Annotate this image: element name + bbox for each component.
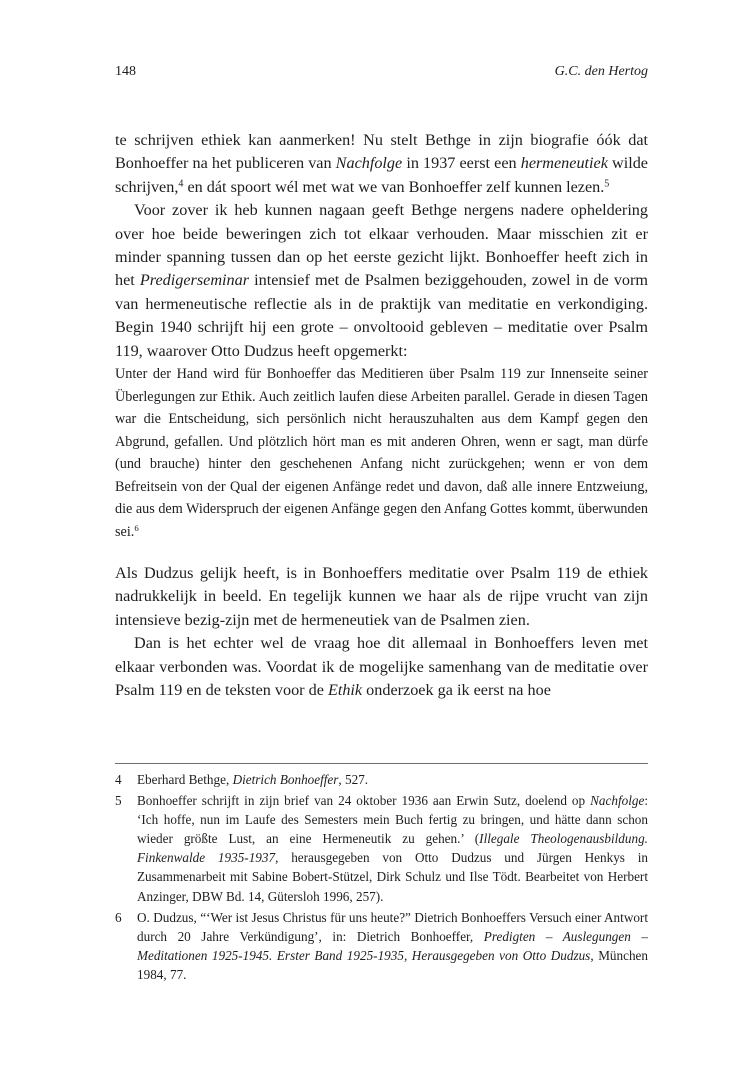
footnote-text: O. Dudzus, “‘Wer ist Jesus Christus für uns heute?” Dietrich Bonhoeffers Versuch einer Antwort durch 20 Jahre Verkündigung’, in: Dietrich Bonhoeffer, Predigten – Auslegungen – Meditationen 1925-1945. Erster Band 1925-1935, Herausgegeben von Otto Dudzus, München 1984, 77. <box>137 909 648 982</box>
footnote-ref-5: 5 <box>604 178 610 190</box>
footnote-separator <box>115 763 648 764</box>
footnotes <box>115 770 648 984</box>
block-quote: Unter der Hand wird für Bonhoeffer das Meditieren über Psalm 119 zur Innenseite seiner Überlegungen zur Ethik. Auch zeitlich laufen diese Arbeiten parallel. Gerade in diesen Tagen war die Entscheidung, sich persönlich nicht herauszuhalten aus dem Kampf gegen den Abgrund, gefallen. Und plötzlich hört man es mit anderen Ohren, wenn er sagt, man dürfe (und brauche) hinter den geschehenen Anfang nicht zurückgehen; wenn er von dem Befreitsein von der Qual der eigenen Anfänge redet und davon, daß alle innere Entzweiung, die aus dem Widerspruch der eigenen Anfänge gegen den Anfang Gottes kommt, überwunden sei.$^6$ <box>115 366 649 540</box>
paragraph-4: Dan is het echter wel de vraag hoe dit allemaal in Bonhoeffers leven met elkaar verbonden was. Voordat ik de mogelijke samenhang van de meditatie over Psalm 119 en de teksten voor de Ethik onderzoek ga ik eerst na hoe <box>115 634 648 700</box>
footnote-text: Bonhoeffer schrijft in zijn brief van 24 oktober 1936 aan Erwin Sutz, doelend op Nachfolge: ‘Ich hoffe, nun im Laufe des Semesters mein Buch fertig zu bringen, und hätte dann schon wieder größte Lust, an eine Hermeneutik zu gehen.’ (Illegale Theologenausbildung. Finkenwalde 1935-1937, herausgegeben von Otto Dudzus und Jürgen Henkys in Zusammenarbeit mit Sabine Bobert-Stützel, Dirk Schulz und Ilse Tödt. Bearbeitet von Herbert Anzinger, DBW Bd. 14, Gütersloh 1996, 257). <box>137 793 648 904</box>
footnote-number: 4 <box>115 772 122 787</box>
footnote-number: 6 <box>115 909 122 925</box>
footnote-text: Eberhard Bethge, Dietrich Bonhoeffer, 527. <box>137 772 369 787</box>
paragraph-1: te schrijven ethiek kan aanmerken! Nu stelt Bethge in zijn biografie óók dat Bonhoeffer na het publiceren van Nachfolge in 1937 eerst een hermeneutiek wilde schrijven,$^4$ en dát spoort wél met wat we van Bonhoeffer zelf kunnen lezen.$^5$ <box>115 131 648 196</box>
footnote-4 <box>115 770 648 789</box>
paragraph-2: Voor zover ik heb kunnen nagaan geeft Bethge nergens nadere opheldering over hoe beide beweringen zich tot elkaar verhouden. Maar misschien zit er minder spanning tussen dan op het eerste gezicht lijkt. Bonhoeffer heeft zich in het Predigerseminar intensief met de Psalmen beziggehouden, zowel in de vorm van hermeneutische reflectie als in de praktijk van meditatie en verkondiging. Begin 1940 schrijft hij een grote – onvoltooid gebleven – meditatie over Psalm 119, waarover Otto Dudzus heeft opgemerkt: <box>115 201 648 360</box>
footnote-5 <box>115 791 648 906</box>
page-number: 148 <box>115 64 136 79</box>
footnote-6 <box>115 908 648 984</box>
footnote-number: 5 <box>115 793 122 809</box>
paragraph-3: Als Dudzus gelijk heeft, is in Bonhoeffers meditatie over Psalm 119 de ethiek nadrukkelijk in beeld. En tegelijk kunnen we haar als de rijpe vrucht van zijn intensieve bezig-zijn met de hermeneutiek van de Psalmen zien. <box>115 564 648 629</box>
running-head: G.C. den Hertog <box>554 64 648 79</box>
footnote-ref-6: 6 <box>134 522 139 533</box>
footnote-ref-4: 4 <box>178 178 184 190</box>
main-text <box>115 129 648 703</box>
page-header <box>115 64 648 84</box>
